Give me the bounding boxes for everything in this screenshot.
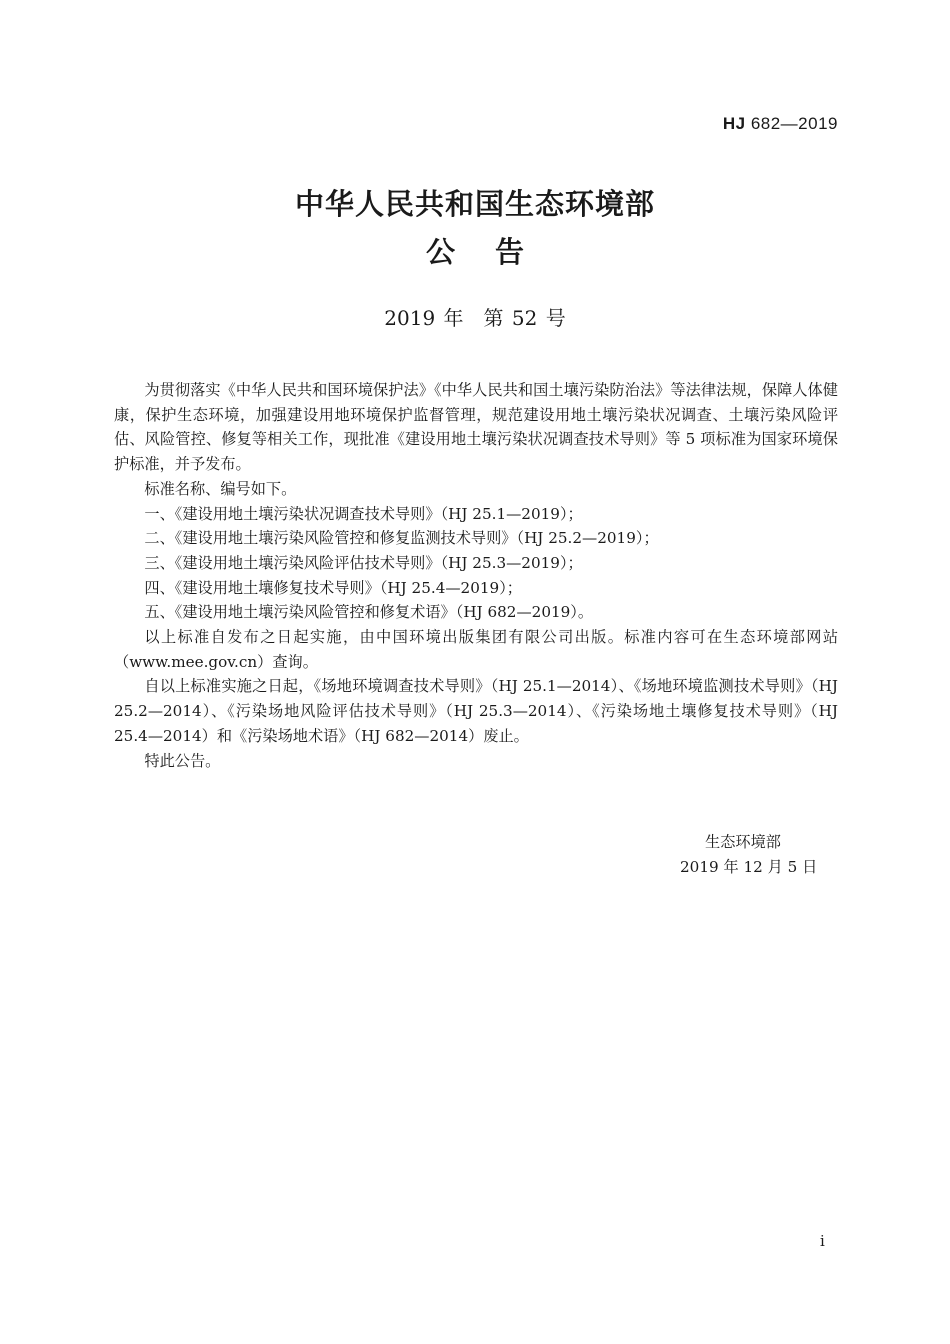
page-number: i <box>820 1232 825 1250</box>
issue-number: 2019 年 第 52 号 <box>384 306 566 330</box>
notice-title: 公告 <box>425 235 564 269</box>
list-item: 三、《建设用地土壤污染风险评估技术导则》（HJ 25.3—2019）； <box>144 553 583 572</box>
paragraph-intro: 为贯彻落实《中华人民共和国环境保护法》《中华人民共和国土壤污染防治法》等法律法规，保障人体健康，保护生态环境，加强建设用地环境保护监督管理，规范建设用地土壤污染状况调查、土壤污染风险评估、风险管控、修复等相关工作，现批准《建设用地土壤污染状况调查技术导则》等 5 项标准为国家环境保护标准，并予发布。 <box>114 381 838 474</box>
list-item: 二、《建设用地土壤污染风险管控和修复监测技术导则》（HJ 25.2—2019）； <box>144 529 659 548</box>
notice-body <box>114 378 838 773</box>
document-number <box>723 114 838 134</box>
signature-date: 2019 年 12 月 5 日 <box>680 858 818 876</box>
list-item: 一、《建设用地土壤污染状况调查技术导则》（HJ 25.1—2019）； <box>144 504 583 523</box>
paragraph-closing: 特此公告。 <box>144 751 221 770</box>
paragraph-implementation: 以上标准自发布之日起实施，由中国环境出版集团有限公司出版。标准内容可在生态环境部网站（www.mee.gov.cn）查询。 <box>114 628 838 671</box>
document-number-value: 682—2019 <box>745 114 838 133</box>
agency-title: 中华人民共和国生态环境部 <box>294 187 655 221</box>
list-item: 四、《建设用地土壤修复技术导则》（HJ 25.4—2019）； <box>144 578 522 597</box>
signature-block <box>650 830 850 880</box>
signature-org: 生态环境部 <box>705 833 781 851</box>
document-code: HJ <box>722 114 746 133</box>
paragraph-repeal: 自以上标准实施之日起，《场地环境调查技术导则》（HJ 25.1—2014）、《场地环境监测技术导则》（HJ 25.2—2014）、《污染场地风险评估技术导则》（HJ 25.3—2014）、《污染场地土壤修复技术导则》（HJ 25.4—2014）和《污染场地术语》（HJ 682—2014）废止。 <box>114 677 838 745</box>
list-item: 五、《建设用地土壤污染风险管控和修复术语》（HJ 682—2019）。 <box>144 603 594 622</box>
paragraph-list-heading: 标准名称、编号如下。 <box>144 479 297 498</box>
